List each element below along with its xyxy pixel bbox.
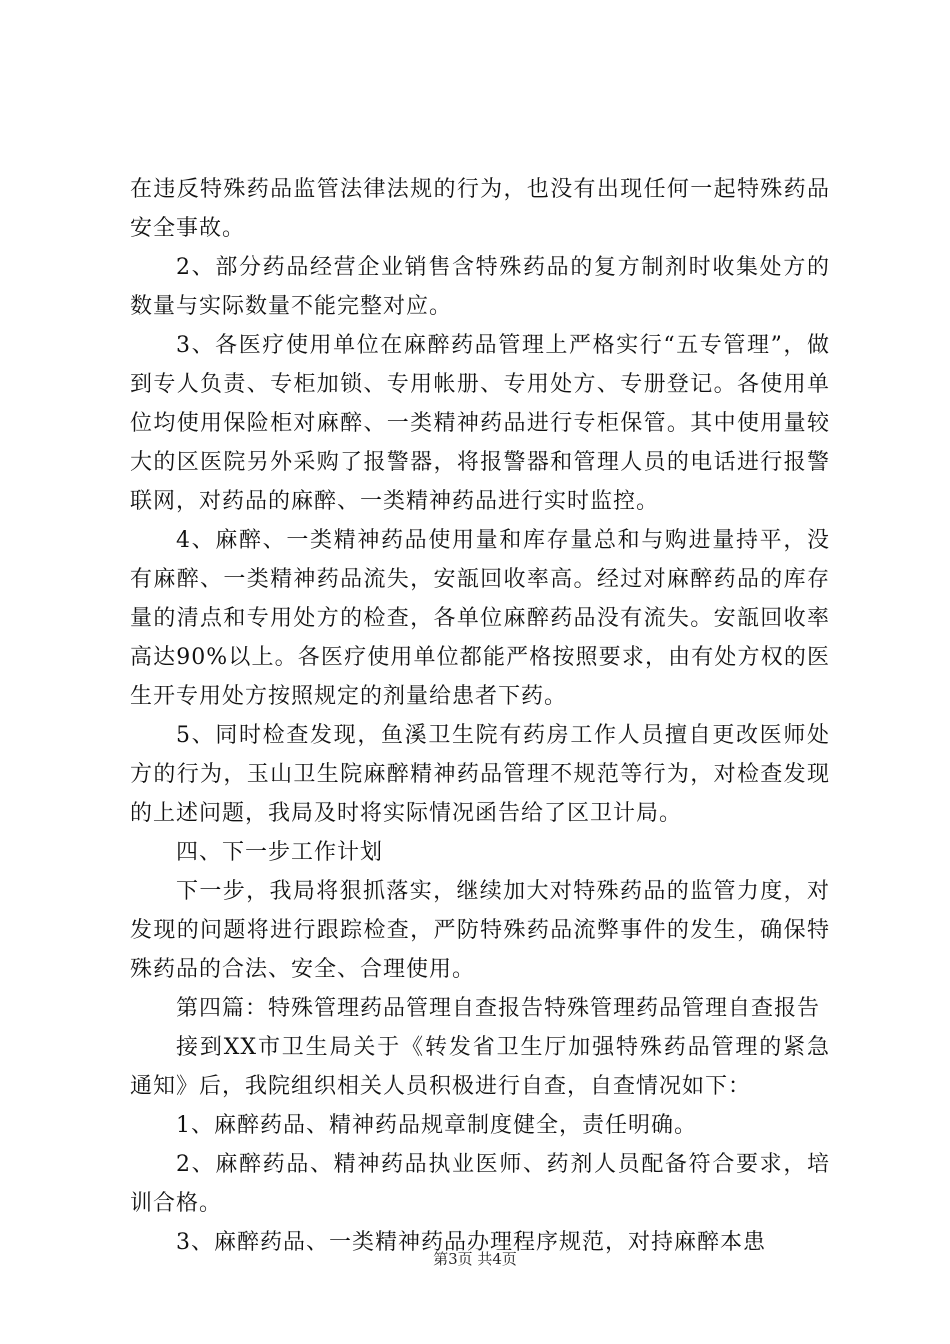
paragraph-continuation: 在违反特殊药品监管法律法规的行为，也没有出现任何一起特殊药品安全事故。 bbox=[130, 177, 830, 241]
paragraph-item-5: 5、同时检查发现，鱼溪卫生院有药房工作人员擅自更改医师处方的行为，玉山卫生院麻醉精神药品管理不规范等行为，对检查发现的上述问题，我局及时将实际情况函告给了区卫计局。 bbox=[130, 723, 830, 826]
paragraph-intro: 接到XX市卫生局关于《转发省卫生厅加强特殊药品管理的紧急通知》后，我院组织相关人员积极进行自查，自查情况如下： bbox=[130, 1035, 830, 1099]
paragraph-item-2: 2、部分药品经营企业销售含特殊药品的复方制剂时收集处方的数量与实际数量不能完整对应。 bbox=[130, 255, 830, 319]
chapter-heading-part-four: 第四篇：特殊管理药品管理自查报告特殊管理药品管理自查报告 bbox=[176, 996, 821, 1021]
paragraph-check-item-3: 3、麻醉药品、一类精神药品办理程序规范，对持麻醉本患 bbox=[176, 1230, 766, 1255]
document-body bbox=[130, 170, 830, 1262]
paragraph-check-item-2: 2、麻醉药品、精神药品执业医师、药剂人员配备符合要求，培训合格。 bbox=[130, 1152, 830, 1216]
paragraph-check-item-1: 1、麻醉药品、精神药品规章制度健全，责任明确。 bbox=[176, 1113, 697, 1138]
paragraph-item-4: 4、麻醉、一类精神药品使用量和库存量总和与购进量持平，没有麻醉、一类精神药品流失，安瓿回收率高。经过对麻醉药品的库存量的清点和专用处方的检查，各单位麻醉药品没有流失。安瓿回收率高达90%以上。各医疗使用单位都能严格按照要求，由有处方权的医生开专用处方按照规定的剂量给患者下药。 bbox=[130, 528, 830, 709]
section-heading-next-steps: 四、下一步工作计划 bbox=[176, 840, 384, 865]
page-footer: 第3页 共4页 bbox=[433, 1250, 517, 1268]
paragraph-item-3: 3、各医疗使用单位在麻醉药品管理上严格实行“五专管理”，做到专人负责、专柜加锁、专用帐册、专用处方、专册登记。各使用单位均使用保险柜对麻醉、一类精神药品进行专柜保管。其中使用量较大的区医院另外采购了报警器，将报警器和管理人员的电话进行报警联网，对药品的麻醉、一类精神药品进行实时监控。 bbox=[130, 333, 830, 514]
paragraph-next-steps: 下一步，我局将狠抓落实，继续加大对特殊药品的监管力度，对发现的问题将进行跟踪检查，严防特殊药品流弊事件的发生，确保特殊药品的合法、安全、合理使用。 bbox=[130, 879, 830, 982]
